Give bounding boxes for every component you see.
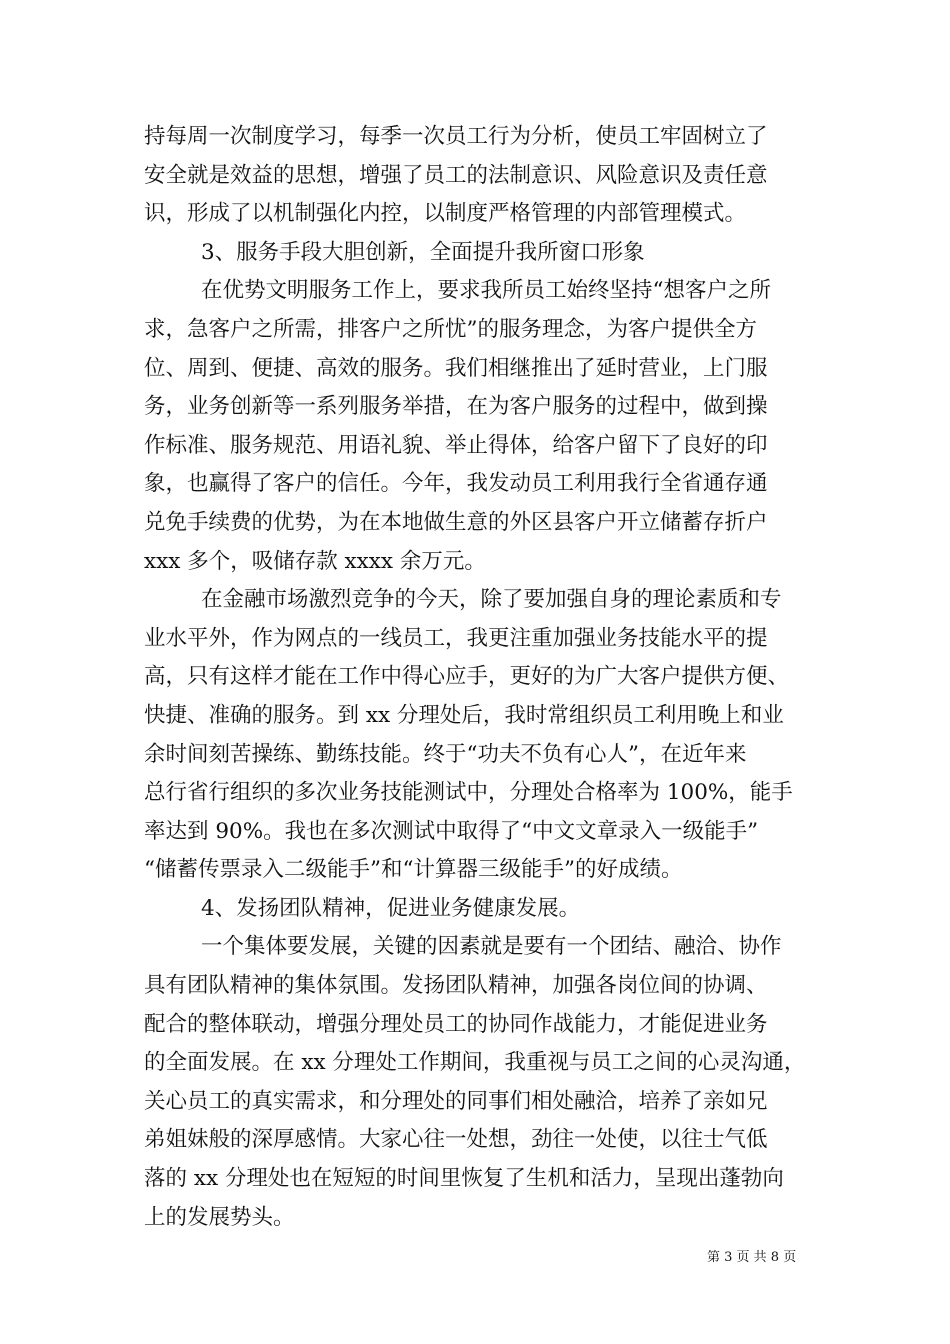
text-line: 关心员工的真实需求，和分理处的同事们相处融洽，培养了亲如兄 [144,1088,768,1114]
text-line: 落的 xx 分理处也在短短的时间里恢复了生机和活力，呈现出蓬勃向 [144,1166,784,1192]
section-heading-3: 3、服务手段大胆创新，全面提升我所窗口形象 [201,239,645,265]
text-line: 识，形成了以机制强化内控，以制度严格管理的内部管理模式。 [144,201,747,227]
text-line: 具有团队精神的集体氛围。发扬团队精神，加强各岗位间的协调、 [144,973,768,999]
text-line: 兑免手续费的优势，为在本地做生意的外区县客户开立储蓄存折户 [144,509,768,535]
text-line: 象，也赢得了客户的信任。今年，我发动员工利用我行全省通存通 [144,471,768,497]
text-line: 在优势文明服务工作上，要求我所员工始终坚持“想客户之所 [201,278,771,304]
text-line: “储蓄传票录入二级能手”和“计算器三级能手”的好成绩。 [144,857,683,883]
text-line: 持每周一次制度学习，每季一次员工行为分析，使员工牢固树立了 [144,124,768,149]
text-line: 位、周到、便捷、高效的服务。我们相继推出了延时营业，上门服 [144,355,768,381]
text-line: 高，只有这样才能在工作中得心应手，更好的为广大客户提供方便、 [144,664,790,690]
text-line: 作标准、服务规范、用语礼貌、举止得体，给客户留下了良好的印 [144,432,768,458]
text-line: 率达到 90%。我也在多次测试中取得了“中文文章录入一级能手” [144,818,759,844]
text-line: 在金融市场激烈竞争的今天，除了要加强自身的理论素质和专 [201,587,782,613]
text-line: 求，急客户之所需，排客户之所忧”的服务理念，为客户提供全方 [144,316,757,342]
text-line: 上的发展势头。 [144,1204,295,1230]
page-number-footer: 第 3 页 共 8 页 [707,1250,797,1265]
text-line: 快捷、准确的服务。到 xx 分理处后，我时常组织员工利用晚上和业 [144,702,784,728]
text-line: 弟姐妹般的深厚感情。大家心往一处想，劲往一处使，以往士气低 [144,1127,768,1153]
text-line: 余时间刻苦操练、勤练技能。终于“功夫不负有心人”，在近年来 [144,741,747,767]
text-line: 的全面发展。在 xx 分理处工作期间，我重视与员工之间的心灵沟通， [144,1050,806,1076]
text-line: 总行省行组织的多次业务技能测试中，分理处合格率为 100%，能手 [144,780,793,806]
text-line: 一个集体要发展，关键的因素就是要有一个团结、融洽、协作 [201,934,782,960]
text-line: 务，业务创新等一系列服务举措，在为客户服务的过程中，做到操 [144,394,768,420]
text-line: 配合的整体联动，增强分理处员工的协同作战能力，才能促进业务 [144,1011,768,1037]
text-line: 业水平外，作为网点的一线员工，我更注重加强业务技能水平的提 [144,625,768,651]
section-heading-4: 4、发扬团队精神，促进业务健康发展。 [201,895,581,921]
text-line: 安全就是效益的思想，增强了员工的法制意识、风险意识及责任意 [144,162,768,188]
body-text [144,118,814,1237]
text-line: xxx 多个，吸储存款 xxxx 余万元。 [144,548,486,574]
